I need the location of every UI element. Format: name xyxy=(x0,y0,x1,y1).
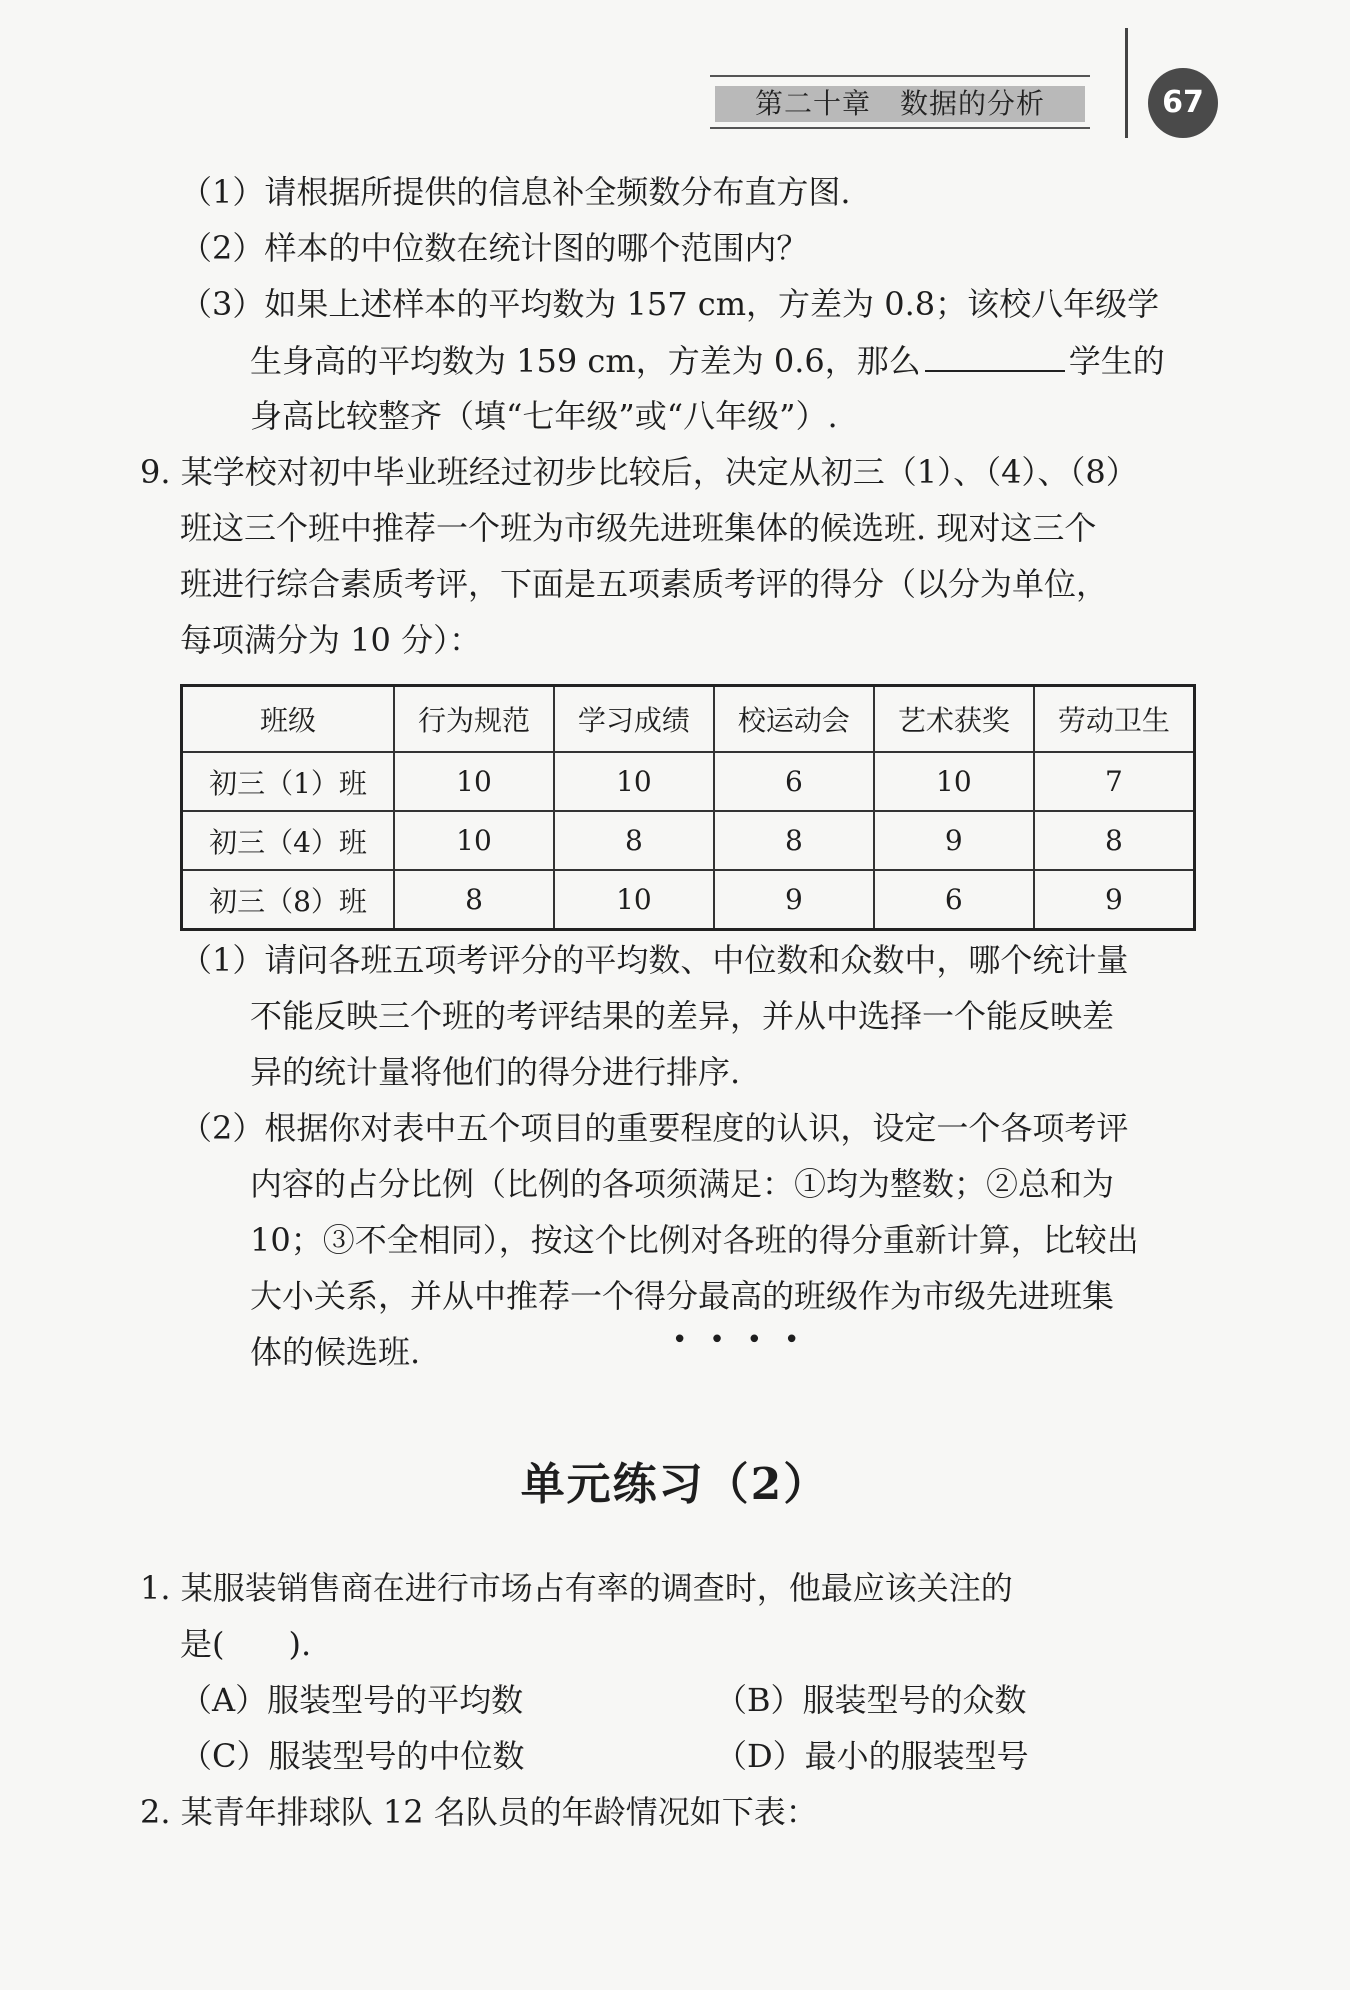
table-cell: 10 xyxy=(394,811,554,870)
ex1-stem-line2: 是( ). xyxy=(180,1625,312,1663)
p9-sub2-line2: 内容的占分比例（比例的各项须满足：①均为整数；②总和为 xyxy=(250,1165,1115,1203)
p9-sub1-line2: 不能反映三个班的考评结果的差异，并从中选择一个能反映差 xyxy=(250,997,1115,1035)
table-cell: 初三（4）班 xyxy=(182,811,395,870)
table-cell: 10 xyxy=(874,752,1034,811)
p9-sub2-line5: 体的候选班. xyxy=(250,1333,421,1371)
table-header: 劳动卫生 xyxy=(1034,686,1195,753)
p9-sub1-line1: （1）请问各班五项考评分的平均数、中位数和众数中，哪个统计量 xyxy=(180,941,1129,979)
p8-question-3-line2-b: 学生的 xyxy=(1068,342,1165,380)
table-cell: 10 xyxy=(394,752,554,811)
chapter-title: 第二十章 数据的分析 xyxy=(715,86,1085,122)
table-cell: 9 xyxy=(1034,870,1195,930)
p8-question-3-line2 xyxy=(250,340,1165,381)
table-header: 校运动会 xyxy=(714,686,874,753)
table-cell: 10 xyxy=(554,870,714,930)
table-row xyxy=(182,870,1195,930)
p8-question-3-line2-a: 生身高的平均数为 159 cm，方差为 0.6，那么 xyxy=(250,342,921,380)
table-cell: 初三（8）班 xyxy=(182,870,395,930)
p9-sub2-line3: 10；③不全相同），按这个比例对各班的得分重新计算，比较出 xyxy=(250,1221,1139,1259)
table-cell: 6 xyxy=(714,752,874,811)
table-cell: 初三（1）班 xyxy=(182,752,395,811)
ex1-option-c: （C）服装型号的中位数 xyxy=(180,1737,525,1775)
table-row xyxy=(182,811,1195,870)
p8-question-3-line3: 身高比较整齐（填“七年级”或“八年级”）. xyxy=(250,397,838,435)
table-header: 艺术获奖 xyxy=(874,686,1034,753)
table-header: 班级 xyxy=(182,686,395,753)
table-header-row xyxy=(182,686,1195,753)
page-number: 67 xyxy=(1148,68,1218,138)
p9-stem-line3: 班进行综合素质考评，下面是五项素质考评的得分（以分为单位， xyxy=(180,565,1109,603)
p8-question-1: （1）请根据所提供的信息补全频数分布直方图. xyxy=(180,173,851,211)
header-rule-top xyxy=(710,75,1090,77)
table-cell: 8 xyxy=(394,870,554,930)
table-cell: 9 xyxy=(874,811,1034,870)
p9-stem-line4: 每项满分为 10 分）： xyxy=(180,621,482,659)
score-table xyxy=(180,684,1196,931)
table-cell: 9 xyxy=(714,870,874,930)
table-cell: 8 xyxy=(554,811,714,870)
p8-question-3-line1: （3）如果上述样本的平均数为 157 cm，方差为 0.8；该校八年级学 xyxy=(180,285,1160,323)
p8-question-2: （2）样本的中位数在统计图的哪个范围内？ xyxy=(180,229,809,267)
ex1-stem-line1: 1. 某服装销售商在进行市场占有率的调查时，他最应该关注的 xyxy=(140,1569,1013,1607)
answer-blank[interactable] xyxy=(925,340,1065,372)
header-divider xyxy=(1125,28,1128,138)
ex1-option-a: （A）服装型号的平均数 xyxy=(180,1681,524,1719)
ex1-option-d: （D）最小的服装型号 xyxy=(715,1737,1029,1775)
p9-sub2-line4: 大小关系，并从中推荐一个得分最高的班级作为市级先进班集 xyxy=(250,1277,1115,1315)
ex1-option-b: （B）服装型号的众数 xyxy=(715,1681,1027,1719)
header-rule-bottom xyxy=(710,127,1090,129)
p9-stem-line1: 9. 某学校对初中毕业班经过初步比较后，决定从初三（1）、（4）、（8） xyxy=(140,453,1138,491)
table-cell: 8 xyxy=(714,811,874,870)
table-cell: 7 xyxy=(1034,752,1195,811)
table-cell: 8 xyxy=(1034,811,1195,870)
section-title: 单元练习（2） xyxy=(520,1459,830,1510)
emphasis-dots: •••• xyxy=(672,1325,822,1355)
table-cell: 10 xyxy=(554,752,714,811)
p9-stem-line2: 班这三个班中推荐一个班为市级先进班集体的候选班. 现对这三个 xyxy=(180,509,1097,547)
table-row xyxy=(182,752,1195,811)
ex2-stem-line1: 2. 某青年排球队 12 名队员的年龄情况如下表： xyxy=(140,1793,818,1831)
p9-sub2-line1: （2）根据你对表中五个项目的重要程度的认识，设定一个各项考评 xyxy=(180,1109,1129,1147)
p9-sub1-line3: 异的统计量将他们的得分进行排序. xyxy=(250,1053,741,1091)
table-header: 学习成绩 xyxy=(554,686,714,753)
table-header: 行为规范 xyxy=(394,686,554,753)
table-cell: 6 xyxy=(874,870,1034,930)
